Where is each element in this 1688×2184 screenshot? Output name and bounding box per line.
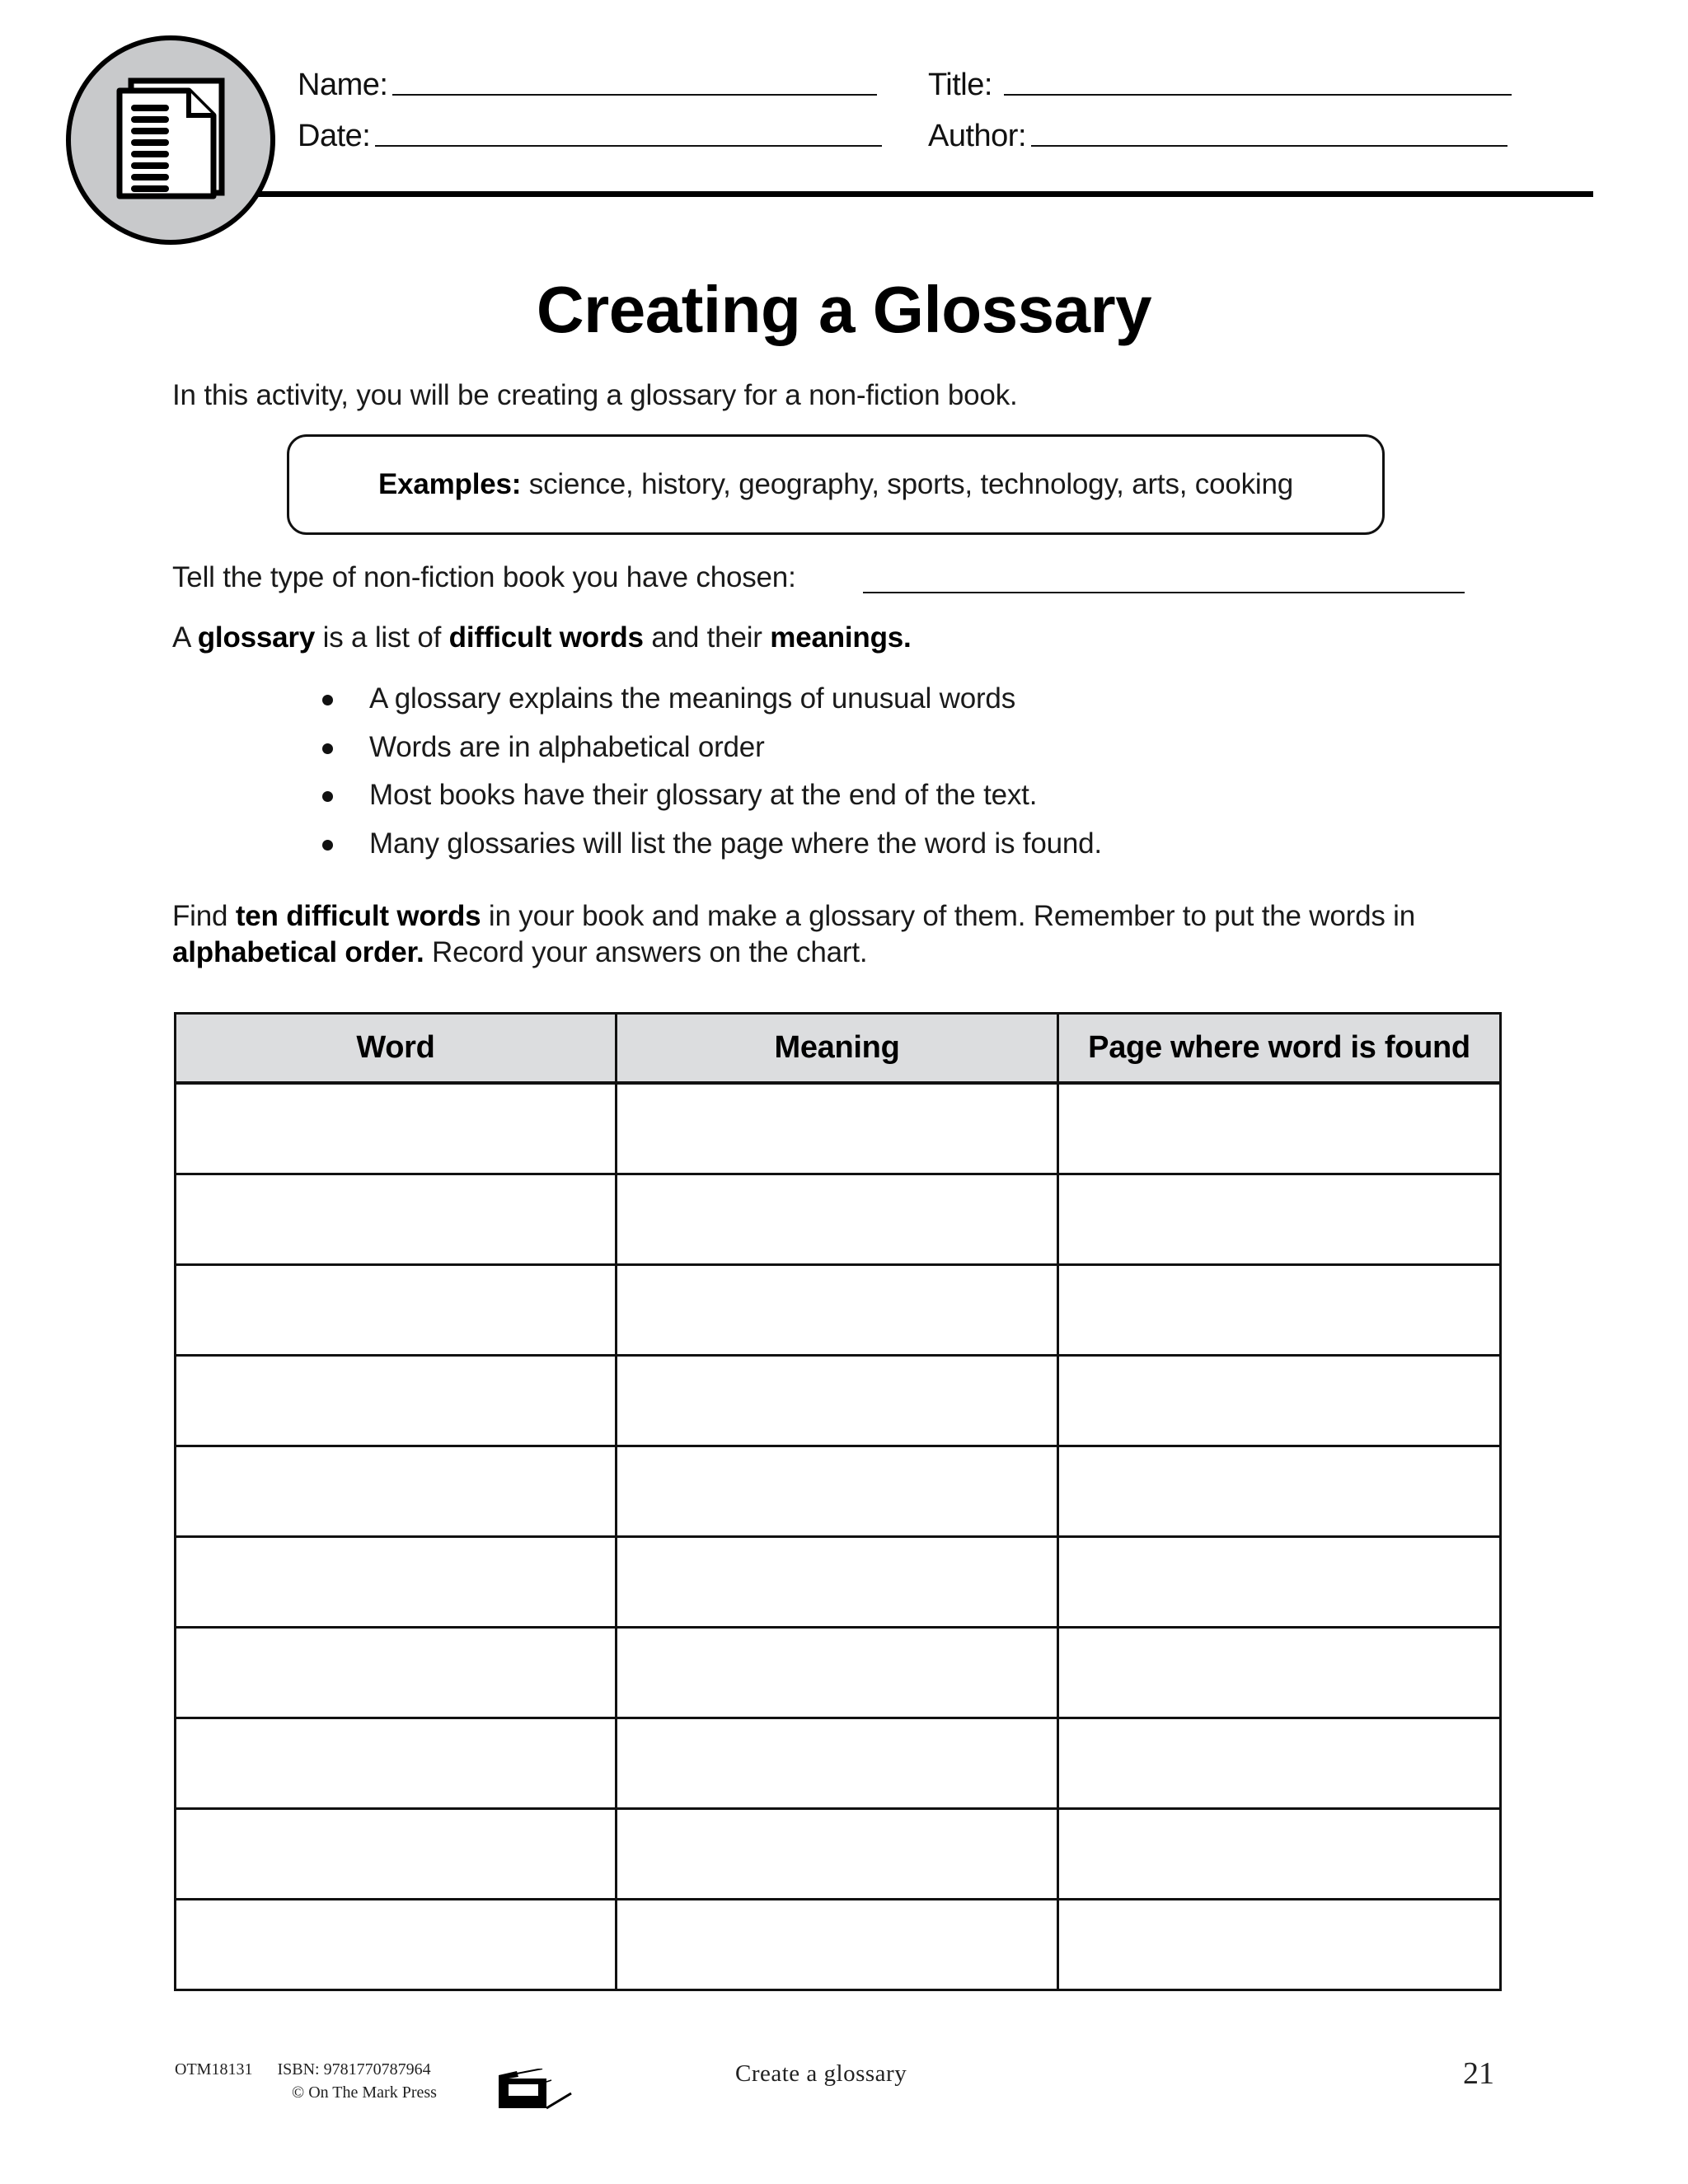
meaning-cell[interactable]: [617, 1537, 1058, 1628]
page-cell[interactable]: [1058, 1356, 1501, 1446]
title-label: Title:: [928, 68, 992, 102]
instructions-line-1: [172, 900, 1415, 933]
word-cell[interactable]: [176, 1083, 617, 1174]
glossary-definition: [172, 621, 912, 654]
word-cell[interactable]: [176, 1356, 617, 1446]
intro-text: In this activity, you will be creating a glossary for a non-fiction book.: [172, 379, 1018, 411]
definition-bold-difficult-words: difficult words: [448, 621, 644, 654]
table-row: [176, 1628, 1501, 1718]
meaning-cell[interactable]: [617, 1900, 1058, 1990]
page-number: 21: [1463, 2056, 1494, 2091]
table-header-row: [176, 1014, 1501, 1084]
copyright: © On The Mark Press: [292, 2083, 437, 2102]
instructions-text: in your book and make a glossary of them. Remember to put the words in: [481, 900, 1415, 932]
page-cell[interactable]: [1058, 1174, 1501, 1265]
header-badge: [66, 35, 275, 245]
table-row: [176, 1265, 1501, 1356]
column-header-meaning: Meaning: [617, 1014, 1058, 1084]
word-cell[interactable]: [176, 1628, 617, 1718]
page-cell[interactable]: [1058, 1718, 1501, 1809]
page-cell[interactable]: [1058, 1537, 1501, 1628]
page-title: Creating a Glossary: [536, 273, 1152, 346]
instructions-line-2: [172, 936, 867, 969]
footer-product-line: [175, 2060, 431, 2079]
glossary-table: [174, 1012, 1502, 1991]
table-row: [176, 1537, 1501, 1628]
table-row: [176, 1446, 1501, 1537]
bullet-item: Many glossaries will list the page where the word is found.: [369, 827, 1102, 860]
word-cell[interactable]: [176, 1537, 617, 1628]
name-field[interactable]: [298, 62, 877, 103]
page-cell[interactable]: [1058, 1083, 1501, 1174]
book-type-input-line[interactable]: [863, 592, 1465, 593]
author-label: Author:: [928, 119, 1027, 153]
isbn: ISBN: 9781770787964: [277, 2060, 431, 2079]
word-cell[interactable]: [176, 1446, 617, 1537]
bullet-item: A glossary explains the meanings of unusual words: [369, 682, 1015, 715]
instructions-text: Find: [172, 900, 236, 932]
examples-box: [287, 434, 1385, 535]
page-cell[interactable]: [1058, 1900, 1501, 1990]
meaning-cell[interactable]: [617, 1174, 1058, 1265]
header-rule: [247, 191, 1593, 197]
product-code: OTM18131: [175, 2060, 253, 2079]
word-cell[interactable]: [176, 1265, 617, 1356]
title-input-line[interactable]: [1004, 94, 1512, 96]
instructions-bold-ten-words: ten difficult words: [235, 900, 481, 932]
date-field[interactable]: [298, 113, 882, 154]
word-cell[interactable]: [176, 1174, 617, 1265]
table-row: [176, 1356, 1501, 1446]
definition-text: and their: [643, 621, 771, 654]
document-pages-icon: [116, 77, 225, 199]
author-field[interactable]: [928, 113, 1507, 154]
table-row: [176, 1174, 1501, 1265]
table-row: [176, 1718, 1501, 1809]
instructions-bold-alphabetical: alphabetical order.: [172, 936, 424, 968]
column-header-word: Word: [176, 1014, 617, 1084]
definition-text: A: [172, 621, 198, 654]
footer-topic: Create a glossary: [735, 2060, 907, 2087]
bullet-icon: [322, 840, 333, 851]
name-input-line[interactable]: [392, 94, 877, 96]
word-cell[interactable]: [176, 1718, 617, 1809]
page-cell[interactable]: [1058, 1265, 1501, 1356]
examples-text: [378, 468, 1293, 501]
photocopier-icon: [497, 2069, 575, 2110]
word-cell[interactable]: [176, 1809, 617, 1900]
page-cell[interactable]: [1058, 1446, 1501, 1537]
book-type-prompt: Tell the type of non-fiction book you have chosen:: [172, 561, 796, 593]
word-cell[interactable]: [176, 1900, 617, 1990]
meaning-cell[interactable]: [617, 1809, 1058, 1900]
meaning-cell[interactable]: [617, 1718, 1058, 1809]
bullet-item: Words are in alphabetical order: [369, 731, 765, 763]
bullet-item: Most books have their glossary at the end of the text.: [369, 779, 1038, 811]
meaning-cell[interactable]: [617, 1083, 1058, 1174]
meaning-cell[interactable]: [617, 1628, 1058, 1718]
table-row: [176, 1900, 1501, 1990]
definition-bold-meanings: meanings.: [770, 621, 912, 654]
title-field[interactable]: [928, 62, 1512, 103]
date-label: Date:: [298, 119, 371, 153]
definition-bold-glossary: glossary: [197, 621, 316, 654]
date-input-line[interactable]: [375, 145, 882, 147]
definition-text: is a list of: [315, 621, 449, 654]
table-row: [176, 1809, 1501, 1900]
bullet-icon: [322, 743, 333, 754]
bullet-icon: [322, 695, 333, 705]
page-cell[interactable]: [1058, 1809, 1501, 1900]
meaning-cell[interactable]: [617, 1446, 1058, 1537]
table-row: [176, 1083, 1501, 1174]
instructions-text: Record your answers on the chart.: [424, 936, 868, 968]
bullet-icon: [322, 791, 333, 802]
column-header-page: Page where word is found: [1058, 1014, 1501, 1084]
examples-list: science, history, geography, sports, technology, arts, cooking: [521, 468, 1294, 500]
page-cell[interactable]: [1058, 1628, 1501, 1718]
examples-label: Examples:: [377, 468, 522, 500]
meaning-cell[interactable]: [617, 1356, 1058, 1446]
name-label: Name:: [298, 68, 388, 102]
author-input-line[interactable]: [1031, 145, 1507, 147]
meaning-cell[interactable]: [617, 1265, 1058, 1356]
